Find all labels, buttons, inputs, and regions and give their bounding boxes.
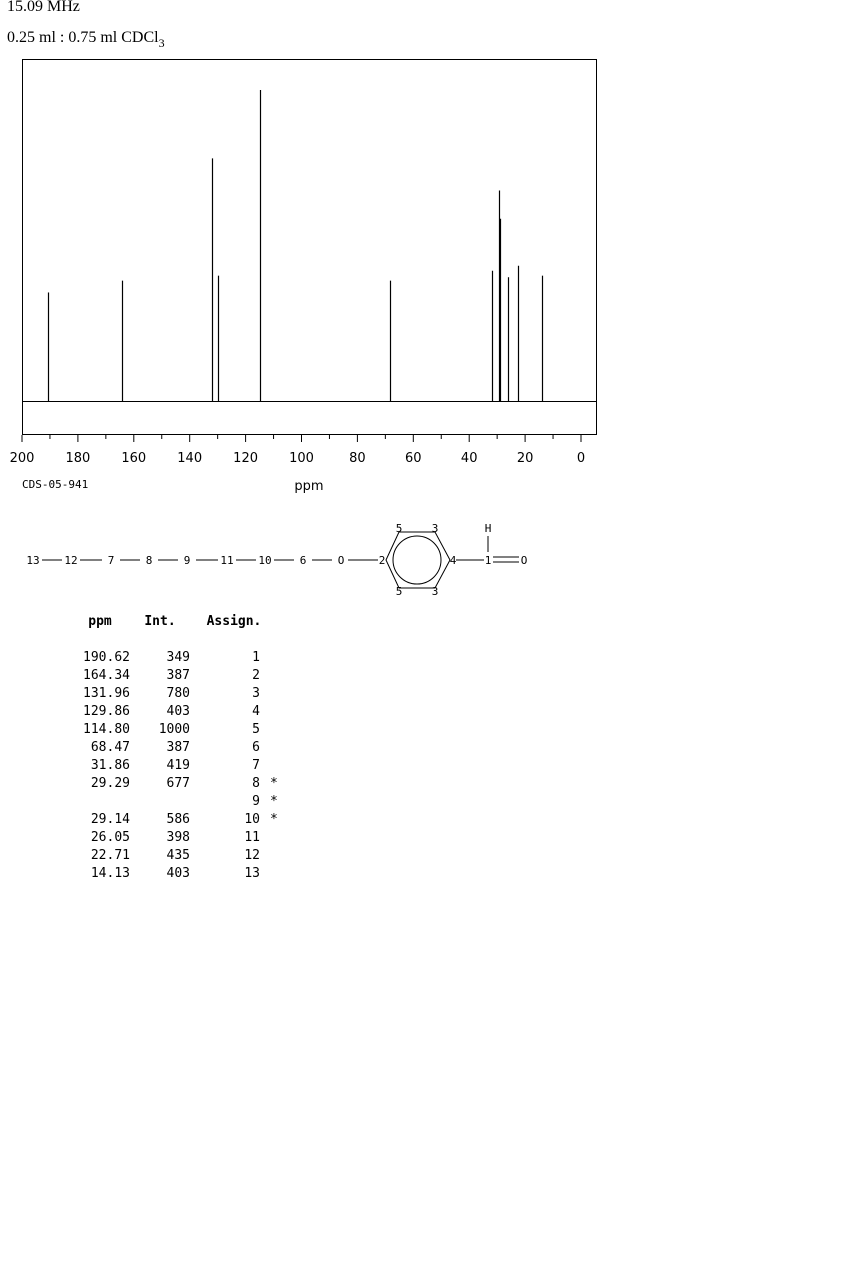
int-cell: 677 — [166, 776, 190, 791]
spectrum-code: CDS-05-941 — [22, 478, 89, 491]
table-row — [60, 722, 260, 740]
int-cell: 398 — [166, 830, 190, 845]
chain-atom-11: 11 — [220, 554, 234, 567]
header-int: Int. — [144, 614, 176, 629]
x-tick-label: 120 — [233, 451, 259, 466]
int-cell: 435 — [166, 848, 190, 863]
ppm-cell: 190.62 — [83, 650, 130, 665]
int-cell: 403 — [166, 866, 190, 881]
assign-cell: 11 — [244, 830, 260, 845]
table-row — [60, 704, 260, 722]
x-tick-label: 60 — [405, 451, 422, 466]
peak-table — [60, 614, 278, 884]
table-row — [60, 758, 260, 776]
table-row — [60, 776, 278, 794]
assign-cell: 3 — [252, 686, 260, 701]
assign-cell: 10 — [244, 812, 260, 827]
frequency-label: 15.09 MHz — [7, 0, 80, 15]
aldehyde-oxygen: O — [520, 554, 528, 567]
x-tick-label: 160 — [121, 451, 147, 466]
table-row — [60, 686, 260, 704]
x-tick-label: 20 — [516, 451, 534, 466]
x-tick-label: 180 — [65, 451, 91, 466]
x-tick-label: 40 — [460, 451, 478, 466]
x-tick-label: 80 — [349, 451, 366, 466]
table-header-row — [60, 614, 262, 632]
assign-cell: 13 — [244, 866, 260, 881]
ring-atom-4: 4 — [449, 554, 457, 567]
star-cell: * — [270, 794, 278, 809]
chain-atom-13: 13 — [26, 554, 40, 567]
ppm-cell: 31.86 — [90, 758, 130, 773]
ppm-cell: 29.29 — [90, 776, 130, 791]
ppm-cell: 129.86 — [83, 704, 130, 719]
int-cell: 419 — [166, 758, 190, 773]
ring-atom-5-top: 5 — [395, 522, 403, 535]
ppm-cell: 29.14 — [90, 812, 130, 827]
assign-cell: 7 — [252, 758, 260, 773]
int-cell: 403 — [166, 704, 190, 719]
chain-atom-9: 9 — [183, 554, 191, 567]
table-row — [60, 812, 278, 830]
benzene-ring — [386, 532, 450, 588]
solvent-subscript: 3 — [158, 36, 165, 50]
x-tick-label: 140 — [177, 451, 203, 466]
chain-atom-7: 7 — [107, 554, 115, 567]
x-tick-label: 100 — [289, 451, 314, 466]
star-cell: * — [270, 776, 278, 791]
ppm-cell: 114.80 — [83, 722, 130, 737]
assign-cell: 12 — [244, 848, 260, 863]
table-row — [60, 740, 260, 758]
aldehyde-carbon: 1 — [484, 554, 492, 567]
x-axis-tick-labels — [10, 451, 586, 466]
chain-atom-8: 8 — [145, 554, 153, 567]
ring-atom-3-bottom: 3 — [431, 585, 439, 598]
int-cell: 780 — [166, 686, 190, 701]
table-row — [60, 830, 260, 848]
chain-atom-12: 12 — [64, 554, 78, 567]
ppm-cell: 22.71 — [90, 848, 130, 863]
assign-cell: 4 — [252, 704, 260, 719]
assign-cell: 6 — [252, 740, 260, 755]
aromatic-circle — [393, 536, 441, 584]
ring-atom-5-bottom: 5 — [395, 585, 403, 598]
int-cell: 387 — [166, 740, 190, 755]
ring-atom-2: 2 — [378, 554, 386, 567]
aldehyde-hydrogen: H — [484, 522, 492, 535]
header-ppm: ppm — [88, 614, 112, 629]
ppm-cell: 26.05 — [90, 830, 130, 845]
plot-frame — [23, 60, 597, 435]
table-row — [60, 848, 260, 866]
assign-cell: 8 — [252, 776, 260, 791]
ppm-cell: 131.96 — [83, 686, 130, 701]
spectrum-peaks — [49, 90, 543, 401]
table-row — [60, 668, 260, 686]
table-spacer — [60, 632, 91, 650]
chain-atom-6: 6 — [299, 554, 307, 567]
assign-cell: 2 — [252, 668, 260, 683]
assign-cell: 1 — [252, 650, 260, 665]
int-cell: 1000 — [158, 722, 190, 737]
int-cell: 586 — [166, 812, 190, 827]
header-assign: Assign. — [206, 614, 262, 629]
ppm-cell: 164.34 — [83, 668, 130, 683]
x-axis-label: ppm — [294, 479, 324, 494]
nmr-spectrum-chart — [0, 0, 850, 620]
int-cell: 387 — [166, 668, 190, 683]
int-cell: 349 — [166, 650, 190, 665]
x-tick-label: 0 — [576, 451, 586, 466]
assign-cell: 5 — [252, 722, 260, 737]
solvent-text: 0.25 ml : 0.75 ml CDCl — [7, 29, 159, 46]
ether-oxygen: O — [337, 554, 345, 567]
ppm-cell: 68.47 — [90, 740, 130, 755]
assign-cell: 9 — [252, 794, 260, 809]
table-row — [60, 866, 260, 884]
chain-atom-10: 10 — [258, 554, 272, 567]
ring-atom-3-top: 3 — [431, 522, 439, 535]
star-cell: * — [270, 812, 278, 827]
table-row — [60, 650, 260, 668]
x-axis-ticks — [22, 435, 581, 442]
table-row — [60, 794, 278, 812]
x-tick-label: 200 — [9, 451, 35, 466]
ppm-cell: 14.13 — [90, 866, 130, 881]
